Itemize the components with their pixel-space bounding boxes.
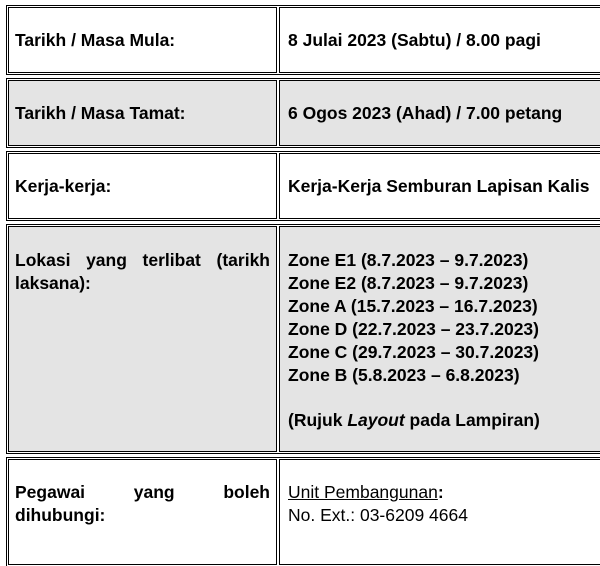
end-datetime-label: Tarikh / Masa Tamat: [8, 80, 277, 146]
locations-value [279, 226, 600, 452]
location-zone: Zone E1 [288, 250, 357, 270]
layout-reference [288, 409, 600, 432]
contact-value [279, 459, 600, 565]
location-item [288, 295, 600, 318]
start-datetime-value: 8 Julai 2023 (Sabtu) / 8.00 pagi [279, 7, 600, 73]
info-table [6, 5, 600, 566]
row-end-datetime [6, 78, 600, 148]
works-label: Kerja-kerja: [8, 153, 277, 219]
location-zone: Zone D [288, 319, 348, 339]
row-works [6, 151, 600, 221]
location-dates: (22.7.2023 – 23.7.2023) [347, 319, 539, 339]
location-zone: Zone A [288, 296, 347, 316]
reference-before: (Rujuk [288, 410, 348, 430]
row-start-datetime [6, 5, 600, 75]
location-item [288, 272, 600, 295]
spacer [288, 387, 600, 409]
end-datetime-value: 6 Ogos 2023 (Ahad) / 7.00 petang [279, 80, 600, 146]
works-value: Kerja-Kerja Semburan Lapisan Kalis [279, 153, 600, 219]
location-zone: Zone E2 [288, 273, 357, 293]
reference-italic: Layout [347, 410, 405, 430]
location-item [288, 249, 600, 272]
location-dates: (8.7.2023 – 9.7.2023) [356, 273, 529, 293]
contact-heading [288, 482, 444, 502]
location-dates: (29.7.2023 – 30.7.2023) [347, 342, 539, 362]
start-datetime-label: Tarikh / Masa Mula: [8, 7, 277, 73]
contact-label: Pegawai yang boleh dihubungi: [8, 459, 277, 565]
location-dates: (5.8.2023 – 6.8.2023) [347, 365, 520, 385]
contact-unit: Unit Pembangunan [288, 482, 438, 502]
contact-phone: No. Ext.: 03-6209 4664 [288, 505, 468, 525]
row-locations [6, 224, 600, 454]
location-dates: (8.7.2023 – 9.7.2023) [356, 250, 529, 270]
location-zone: Zone C [288, 342, 348, 362]
contact-colon: : [437, 482, 444, 502]
location-item [288, 364, 600, 387]
location-dates: (15.7.2023 – 16.7.2023) [346, 296, 538, 316]
reference-after: pada Lampiran) [404, 410, 540, 430]
locations-label: Lokasi yang terlibat (tarikh laksana): [8, 226, 277, 452]
location-item [288, 341, 600, 364]
location-zone: Zone B [288, 365, 348, 385]
location-item [288, 318, 600, 341]
row-contact [6, 457, 600, 566]
